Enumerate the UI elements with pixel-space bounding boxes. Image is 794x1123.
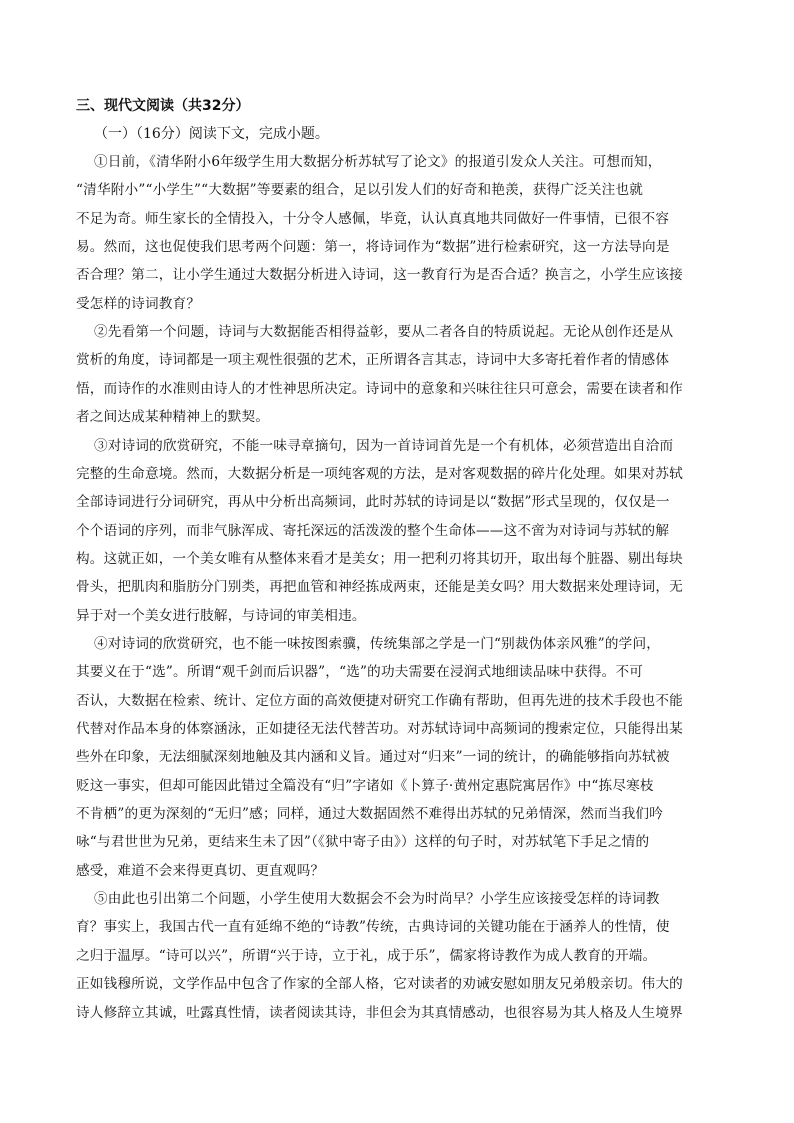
paragraph-first-line: ③对诗词的欣赏研究，不能一味寻章摘句，因为一首诗词首先是一个有机体，必须营造出自洽而 [94, 438, 674, 454]
paragraph-line: 其要义在于“选”。所谓“观千剑而后识器”，“选”的功夫需要在浸润式地细读品味中获得。不可 [76, 664, 644, 680]
sub-heading: （一）（16分）阅读下文，完成小题。 [94, 126, 329, 142]
paragraph-line: 异于对一个美女进行肢解，与诗词的审美相违。 [76, 608, 366, 624]
paragraph-first-line: ⑤由此也引出第二个问题，小学生使用大数据会不会为时尚早？小学生应该接受怎样的诗词教 [94, 891, 660, 907]
paragraph-line: 构。这就正如，一个美女唯有从整体来看才是美女；用一把利刃将其切开，取出每个脏器、剔出每块 [76, 551, 683, 567]
paragraph-line: 全部诗词进行分词研究，再从中分析出高频词，此时苏轼的诗词是以“数据”形式呈现的，仅仅是一 [76, 494, 670, 510]
paragraph-first-line: ②先看第一个问题，诗词与大数据能否相得益彰，要从二者各自的特质说起。无论从创作还是从 [94, 324, 674, 340]
paragraph-line: 悟，而诗作的水准则由诗人的才性神思所决定。诗词中的意象和兴味往往只可意会，需要在读者和作 [76, 381, 683, 397]
paragraph-line: 否合理？第二，让小学生通过大数据分析进入诗词，这一教育行为是否合适？换言之，小学生应该接 [76, 267, 683, 283]
paragraph-line: 不足为奇。师生家长的全情投入，十分令人感佩，毕竟，认认真真地共同做好一件事情，已很不容 [76, 211, 670, 227]
paragraph-line: 咏“与君世世为兄弟，更结来生未了因”（《狱中寄子由》）这样的句子时，对苏轼笔下手足之情的 [76, 834, 650, 850]
paragraph-line: 骨头，把肌肉和脂肪分门别类，再把血管和神经拣成两束，还能是美女吗？用大数据来处理诗词，无 [76, 579, 683, 595]
paragraph-line: 者之间达成某种精神上的默契。 [76, 409, 270, 425]
paragraph-line: 赏析的角度，诗词都是一项主观性很强的艺术，正所谓各言其志，诗词中大多寄托着作者的情感体 [76, 352, 670, 368]
paragraph-first-line: ①日前，《清华附小6年级学生用大数据分析苏轼写了论文》的报道引发众人关注。可想而知， [94, 154, 662, 170]
paragraph-line: 些外在印象，无法细腻深刻地触及其内涵和义旨。通过对“归来”一词的统计，的确能够指向苏轼被 [76, 749, 670, 765]
paragraph-line: “清华附小”“小学生”“大数据”等要素的组合，足以引发人们的好奇和艳羡，获得广泛关注也就 [76, 182, 644, 198]
paragraph-line: 个个语词的序列，而非气脉浑成、寄托深远的活泼泼的整个生命体——这不啻为对诗词与苏轼的解 [76, 523, 670, 539]
paragraph-line: 诗人修辞立其诚，吐露真性情，读者阅读其诗，非但会为其真情感动，也很容易为其人格及人生境界 [76, 1005, 683, 1021]
paragraph-line: 育？事实上，我国古代一直有延绵不绝的“诗教”传统，古典诗词的关键功能在于涵养人的性情，使 [76, 919, 670, 935]
paragraph-line: 易。然而，这也促使我们思考两个问题：第一，将诗词作为“数据”进行检索研究，这一方法导向是 [76, 239, 670, 255]
section-title: 三、现代文阅读（共32分） [76, 98, 250, 114]
paragraph-line: 感受，难道不会来得更真切、更直观吗？ [76, 863, 325, 879]
paragraph-first-line: ④对诗词的欣赏研究，也不能一味按图索骥，传统集部之学是一门“别裁伪体亲风雅”的学问， [94, 636, 661, 652]
paragraph-line: 之归于温厚。“诗可以兴”，所谓“兴于诗，立于礼，成于乐”，儒家将诗教作为成人教育的开端。 [76, 948, 657, 964]
paragraph-line: 代替对作品本身的体察涵泳，正如捷径无法代替苦功。对苏轼诗词中高频词的搜索定位，只能得出某 [76, 721, 683, 737]
paragraph-line: 正如钱穆所说，文学作品中包含了作家的全部人格，它对读者的劝诫安慰如朋友兄弟般亲切。伟大的 [76, 976, 683, 992]
paragraph-line: 贬这一事实，但却可能因此错过全篇没有“归”字诸如《卜算子·黄州定惠院寓居作》中“拣尽寒枝 [76, 778, 654, 794]
paragraph-line: 受怎样的诗词教育？ [76, 296, 201, 312]
paragraph-line: 否认，大数据在检索、统计、定位方面的高效便捷对研究工作确有帮助，但再先进的技术手段也不能 [76, 693, 683, 709]
paragraph-line: 不肯栖”的更为深刻的“无归”感；同样，通过大数据固然不难得出苏轼的兄弟情深，然而当我们吟 [76, 806, 663, 822]
paragraph-line: 完整的生命意境。然而，大数据分析是一项纯客观的方法，是对客观数据的碎片化处理。如果对苏轼 [76, 466, 683, 482]
